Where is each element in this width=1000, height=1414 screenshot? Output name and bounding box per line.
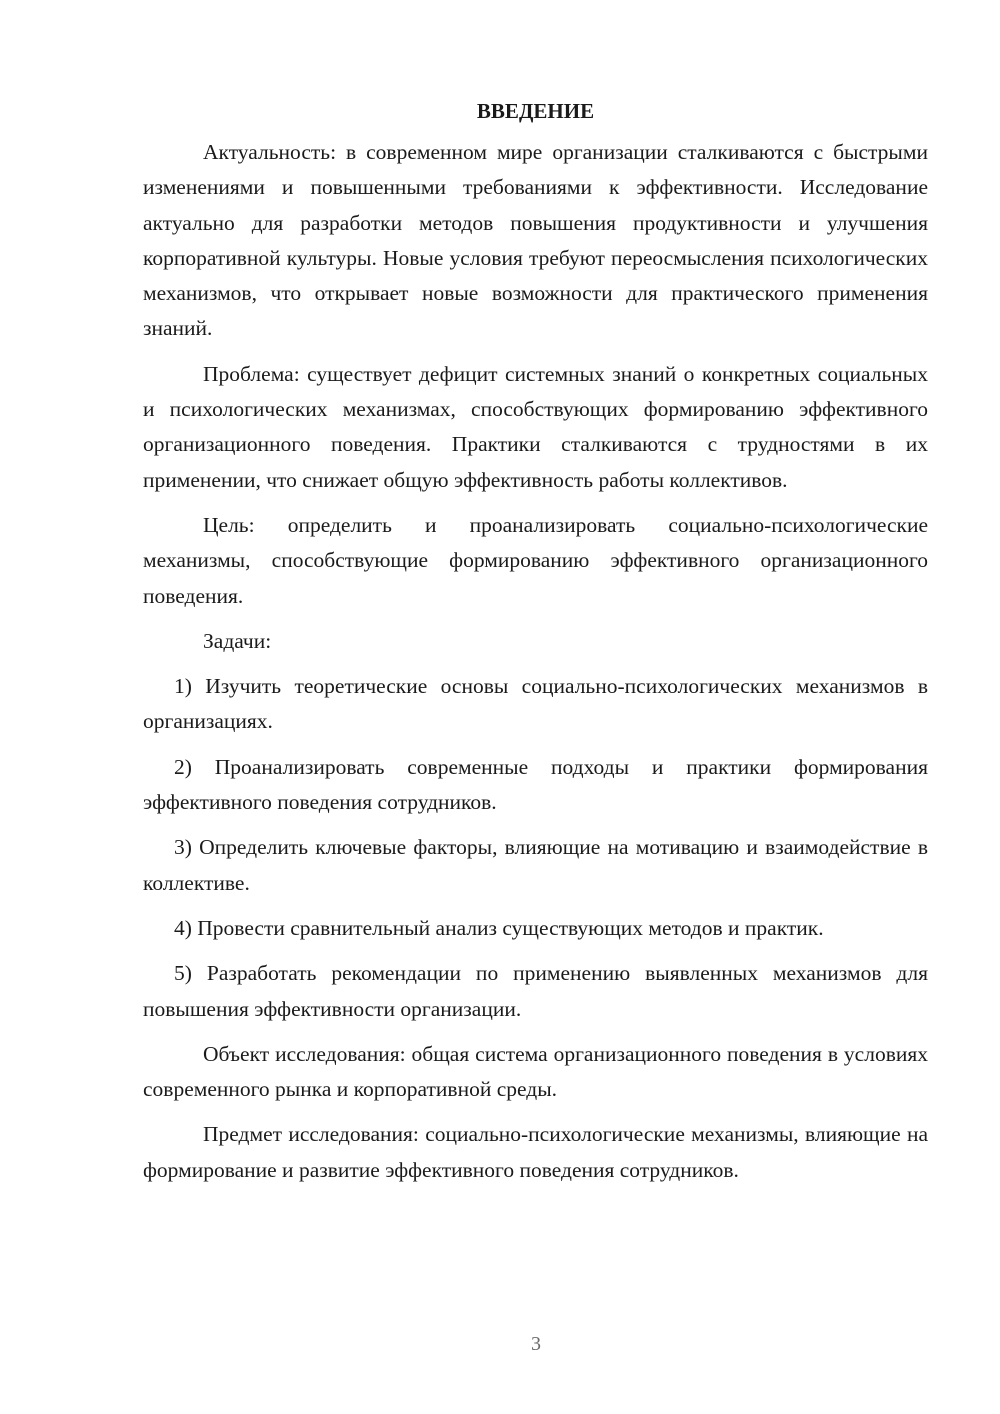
goal-paragraph: Цель: определить и проанализировать социально-психологические механизмы, способствующие формированию эффективного организационного поведения. [143, 512, 928, 608]
relevance-paragraph: Актуальность: в современном мире организации сталкиваются с быстрыми изменениями и повышенными требованиями к эффективности. Исследование актуально для разработки методов повышения продуктивности и улучшения корпоративной культуры. Новые условия требуют переосмысления психологических механизмов, что открывает новые возможности для практического применения знаний. [143, 140, 928, 341]
section-title: ВВЕДЕНИЕ [476, 99, 595, 123]
task-item: 5) Разработать рекомендации по применению выявленных механизмов для повышения эффективности организации. [143, 961, 928, 1021]
tasks-heading: Задачи: [203, 628, 272, 653]
task-item: 2) Проанализировать современные подходы и практики формирования эффективного поведения сотрудников. [143, 754, 928, 815]
subject-paragraph: Предмет исследования: социально-психологические механизмы, влияющие на формирование и развитие эффективного поведения сотрудников. [143, 1122, 928, 1182]
object-paragraph: Объект исследования: общая система организационного поведения в условиях современного рынка и корпоративной среды. [143, 1041, 928, 1102]
page-number: 3 [531, 1333, 541, 1355]
problem-paragraph: Проблема: существует дефицит системных знаний о конкретных социальных и психологических механизмах, способствующих формированию эффективного организационного поведения. Практики сталкиваются с трудностями в их применении, что снижает общую эффективность работы коллективов. [143, 361, 928, 492]
page-content [143, 94, 928, 1188]
task-item: 1) Изучить теоретические основы социально-психологических механизмов в организациях. [143, 674, 928, 734]
task-item: 3) Определить ключевые факторы, влияющие на мотивацию и взаимодействие в коллективе. [143, 835, 928, 895]
task-item: 4) Провести сравнительный анализ существующих методов и практик. [174, 915, 824, 940]
